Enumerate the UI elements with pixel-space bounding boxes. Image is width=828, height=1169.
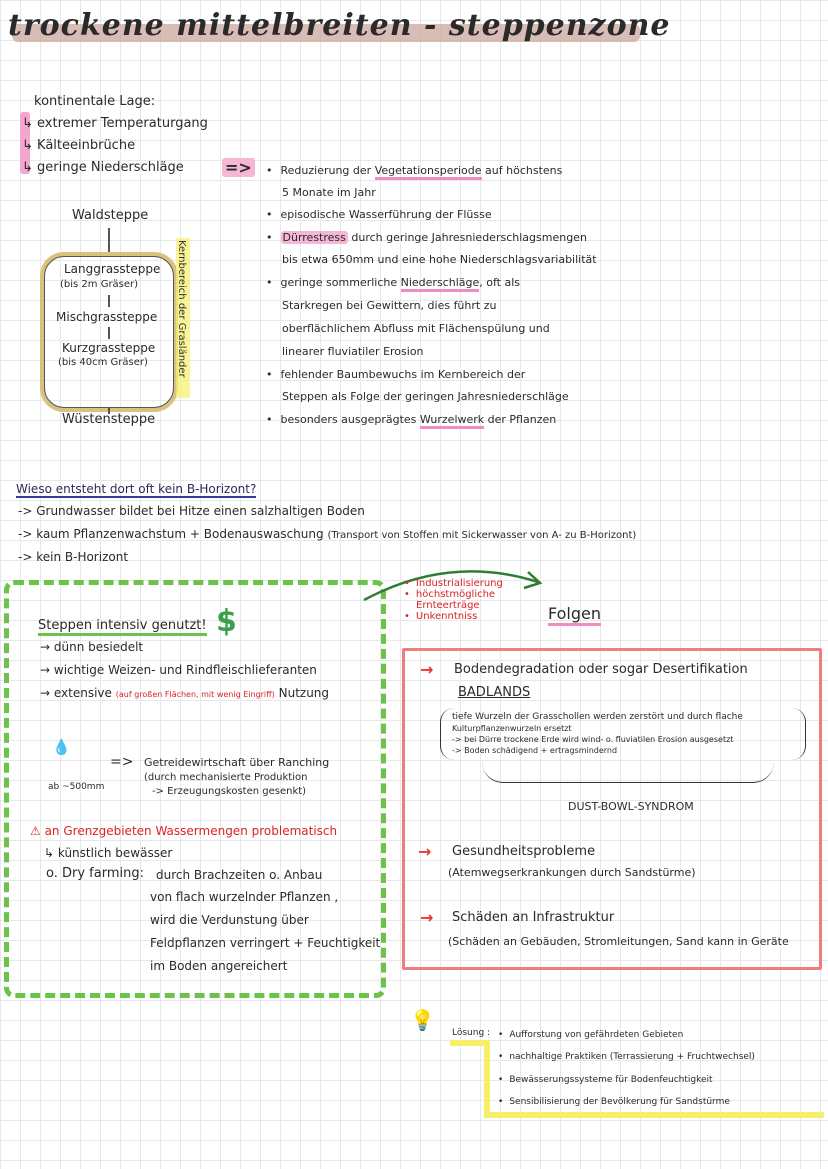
effect-item: • Dürrestress durch geringe Jahresniederschlagsmengen	[266, 231, 587, 244]
loesung-label: Lösung :	[452, 1028, 491, 1038]
connector-line	[108, 228, 110, 254]
kontinental-item: ↳ Kälteeinbrüche	[22, 138, 136, 153]
diagram-bottom-label: Wüstensteppe	[62, 412, 156, 427]
consequence-2: Gesundheitsprobleme	[452, 844, 596, 859]
effect-line: Steppen als Folge der geringen Jahresniederschläge	[282, 390, 569, 403]
loesung-item: • Aufforstung von gefährdeten Gebieten	[498, 1030, 683, 1040]
diagram-top-label: Waldsteppe	[72, 208, 149, 223]
usage-title: Steppen intensiv genutzt!	[38, 618, 207, 636]
brace	[482, 762, 774, 783]
folgen-heading: Folgen	[548, 604, 601, 626]
usage-item: → wichtige Weizen- und Rindfleischlieferanten	[40, 663, 317, 677]
effect-line: Starkregen bei Gewittern, dies führt zu	[282, 299, 497, 312]
detail-line: -> Boden schädigend + ertragsmindernd	[452, 746, 618, 755]
diagram-lang-sub: (bis 2m Gräser)	[60, 279, 139, 290]
dust-bowl: DUST-BOWL-SYNDROM	[568, 800, 694, 813]
consequence-2-sub: (Atemwegserkrankungen durch Sandstürme)	[448, 866, 696, 879]
yellow-line	[484, 1040, 490, 1118]
yellow-line	[484, 1112, 824, 1118]
cause-item: Ernteerträge	[416, 600, 480, 611]
page-title: trockene mittelbreiten - steppenzone	[8, 8, 671, 43]
rain-label: ab ~500mm	[48, 782, 105, 792]
usage-item: → dünn besiedelt	[40, 640, 144, 654]
arrow-icon: →	[420, 660, 434, 679]
causes-list	[404, 578, 503, 622]
loesung-item: • nachhaltige Praktiken (Terrassierung + Fruchtwechsel)	[498, 1052, 755, 1062]
detail-line: tiefe Wurzeln der Grasschollen werden zerstört und durch flache	[452, 712, 743, 722]
diagram-lang: Langgrassteppe	[64, 262, 161, 276]
effect-item: • besonders ausgeprägtes Wurzelwerk der Pflanzen	[266, 413, 556, 426]
dollar-icon: $	[216, 604, 237, 639]
dry-line: durch Brachzeiten o. Anbau	[156, 868, 323, 882]
usage-item: → extensive (auf großen Flächen, mit wenig Eingriff) Nutzung	[40, 686, 330, 700]
effect-line: oberflächlichem Abfluss mit Flächenspülung und	[282, 322, 550, 335]
badlands: BADLANDS	[458, 685, 531, 700]
connector-line	[108, 295, 110, 307]
question-item: -> Grundwasser bildet bei Hitze einen salzhaltigen Boden	[18, 504, 365, 518]
consequence-1: Bodendegradation oder sogar Desertifikation	[454, 662, 748, 677]
cause-item: • höchstmögliche	[404, 589, 503, 600]
dry-line: im Boden angereichert	[150, 959, 288, 973]
usage-item: ↳ künstlich bewässer	[44, 846, 173, 860]
dry-line: Feldpflanzen verringert + Feuchtigkeit	[150, 936, 381, 950]
effect-line: linearer fluviatiler Erosion	[282, 345, 424, 358]
kontinental-item: ↳ extremer Temperaturgang	[22, 116, 208, 131]
lightbulb-icon: 💡	[410, 1008, 435, 1032]
effect-item: • geringe sommerliche Niederschläge, oft als	[266, 276, 520, 289]
implies-arrow-2: =>	[110, 754, 134, 770]
kontinental-heading: kontinentale Lage:	[34, 94, 156, 109]
arrow-icon: →	[420, 908, 434, 927]
diagram-side-label: Kernbereich der Grasländer	[176, 240, 187, 378]
diagram-kurz-sub: (bis 40cm Gräser)	[58, 357, 148, 368]
arrow-icon: →	[418, 842, 432, 861]
grain-line: Getreidewirtschaft über Ranching	[144, 756, 330, 769]
connector-line	[108, 327, 110, 339]
implies-arrow: =>	[222, 158, 255, 177]
cause-item: • Industrialisierung	[404, 578, 503, 589]
loesung-item: • Bewässerungssysteme für Bodenfeuchtigkeit	[498, 1075, 713, 1085]
dry-line: wird die Verdunstung über	[150, 913, 309, 927]
consequence-3-sub: (Schäden an Gebäuden, Stromleitungen, Sand kann in Geräte	[448, 935, 789, 948]
consequence-3: Schäden an Infrastruktur	[452, 910, 615, 925]
effect-item: • fehlender Baumbewuchs im Kernbereich der	[266, 368, 525, 381]
diagram-kurz: Kurzgrassteppe	[62, 341, 156, 355]
dry-line: von flach wurzelnder Pflanzen ,	[150, 890, 339, 904]
warning-line: ⚠ an Grenzgebieten Wassermengen problematisch	[30, 824, 338, 838]
effect-line: bis etwa 650mm und eine hohe Niederschlagsvariabilität	[282, 253, 597, 266]
question-item: -> kein B-Horizont	[18, 550, 129, 564]
raindrops-icon: 💧	[52, 738, 71, 756]
grain-line: (durch mechanisierte Produktion	[144, 772, 308, 783]
effect-line: 5 Monate im Jahr	[282, 186, 376, 199]
grain-line: -> Erzeugungskosten gesenkt)	[152, 786, 307, 797]
cause-item: • Unkenntniss	[404, 611, 503, 622]
question-title: Wieso entsteht dort oft kein B-Horizont?	[16, 482, 257, 496]
effect-item: • Reduzierung der Vegetationsperiode auf höchstens	[266, 164, 562, 177]
detail-line: -> bei Dürre trockene Erde wird wind- o. fluviatilen Erosion ausgesetzt	[452, 735, 734, 744]
diagram-misch: Mischgrassteppe	[56, 310, 158, 324]
detail-line: Kulturpflanzenwurzeln ersetzt	[452, 724, 572, 733]
effect-item: • episodische Wasserführung der Flüsse	[266, 208, 492, 221]
kontinental-item: ↳ geringe Niederschläge	[22, 160, 184, 175]
question-item: -> kaum Pflanzenwachstum + Bodenauswaschung (Transport von Stoffen mit Sickerwasser von A- zu B-Horizont)	[18, 527, 637, 541]
dry-farming-label: o. Dry farming:	[46, 866, 144, 881]
loesung-item: • Sensibilisierung der Bevölkerung für Sandstürme	[498, 1097, 730, 1107]
